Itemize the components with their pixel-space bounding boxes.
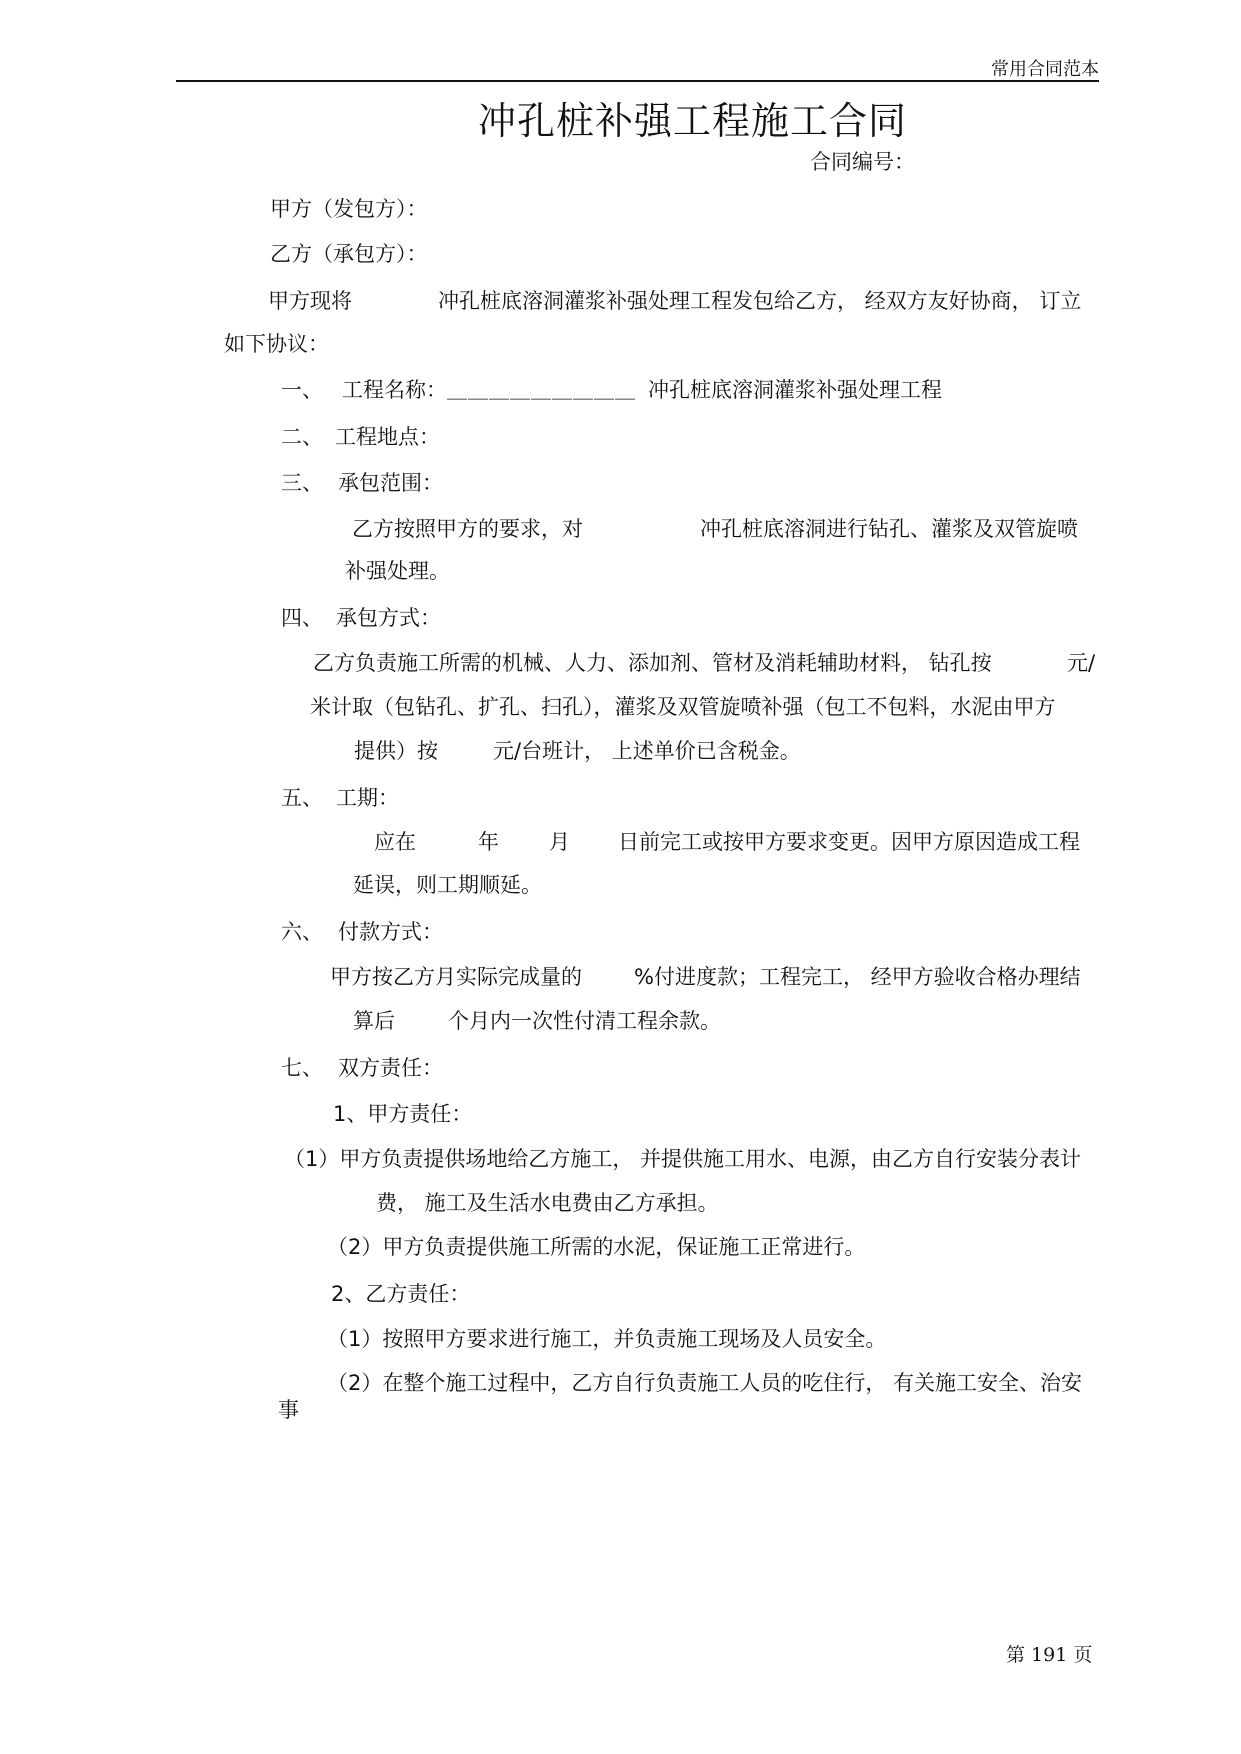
party-a-label: 甲方（发包方）： [270,197,428,221]
section-6-text-line2-start: 算后 [353,1009,395,1033]
party-b-label: 乙方（承包方）： [270,242,428,266]
page-number: 第 191 页 [1006,1644,1093,1666]
section-4-unit-1: 元/ [1067,651,1096,675]
section-3-text-start: 乙方按照甲方的要求，对 [352,517,583,541]
party-a-duties-title: 1、甲方责任： [333,1102,473,1126]
party-b-duties-title: 2、乙方责任： [331,1282,471,1306]
section-1-label: 工程名称： [342,378,447,402]
party-b-duty-2-line1: （2）在整个施工过程中，乙方自行负责施工人员的吃住行， 有关施工安全、治安 [327,1371,1083,1395]
header-divider [176,80,1099,82]
section-5-month: 月 [549,830,570,854]
section-3-text-line2: 补强处理。 [345,559,450,583]
section-5-number: 五、 [281,786,323,810]
section-5-text-line2: 延误，则工期顺延。 [353,873,542,897]
section-7-number: 七、 [281,1056,323,1080]
project-name-blank: ＿＿＿＿＿＿＿＿＿ [447,378,636,402]
section-3-label: 承包范围： [338,471,443,495]
section-7-label: 双方责任： [338,1056,443,1080]
section-6-number: 六、 [281,920,323,944]
section-5-text-end: 日前完工或按甲方要求变更。因甲方原因造成工程 [618,830,1080,854]
section-6-text-line2-end: 个月内一次性付清工程余款。 [448,1009,721,1033]
header-label: 常用合同范本 [991,59,1099,80]
section-4-text-line1: 乙方负责施工所需的机械、人力、添加剂、管材及消耗辅助材料， 钻孔按 [313,651,992,675]
intro-text-end: 冲孔桩底溶洞灌浆补强处理工程发包给乙方， 经双方友好协商， 订立 [438,289,1082,313]
section-6-text-start: 甲方按乙方月实际完成量的 [330,965,582,989]
party-b-duty-2-line2: 事 [278,1398,299,1422]
party-b-duty-1: （1）按照甲方要求进行施工，并负责施工现场及人员安全。 [327,1327,887,1351]
section-1-number: 一、 [281,378,323,402]
section-4-label: 承包方式： [336,606,441,630]
section-5-label: 工期： [336,786,399,810]
section-4-text-line3-end: 元/台班计， 上述单价已含税金。 [493,739,801,763]
party-a-duty-2: （2）甲方负责提供施工所需的水泥，保证施工正常进行。 [327,1235,866,1259]
section-4-number: 四、 [281,606,323,630]
section-5-year: 年 [478,830,499,854]
section-2-number: 二、 [281,425,323,449]
section-3-number: 三、 [281,471,323,495]
section-5-text-start: 应在 [374,830,416,854]
section-4-text-line3-start: 提供）按 [354,739,438,763]
section-6-text-end: %付进度款；工程完工， 经甲方验收合格办理结 [634,965,1081,989]
intro-text-line2: 如下协议： [224,332,329,356]
project-name-value: 冲孔桩底溶洞灌浆补强处理工程 [648,378,942,402]
document-title: 冲孔桩补强工程施工合同 [478,99,908,143]
intro-text-start: 甲方现将 [268,289,352,313]
section-3-text-end: 冲孔桩底溶洞进行钻孔、灌浆及双管旋喷 [700,517,1078,541]
contract-number-label: 合同编号： [810,150,915,174]
party-a-duty-1-line2: 费， 施工及生活水电费由乙方承担。 [376,1191,719,1215]
section-6-label: 付款方式： [338,920,443,944]
section-4-text-line2: 米计取（包钻孔、扩孔、扫孔），灌浆及双管旋喷补强（包工不包料，水泥由甲方 [310,695,1056,719]
party-a-duty-1-line1: （1）甲方负责提供场地给乙方施工， 并提供施工用水、电源，由乙方自行安装分表计 [284,1147,1082,1171]
section-2-label: 工程地点： [335,425,440,449]
